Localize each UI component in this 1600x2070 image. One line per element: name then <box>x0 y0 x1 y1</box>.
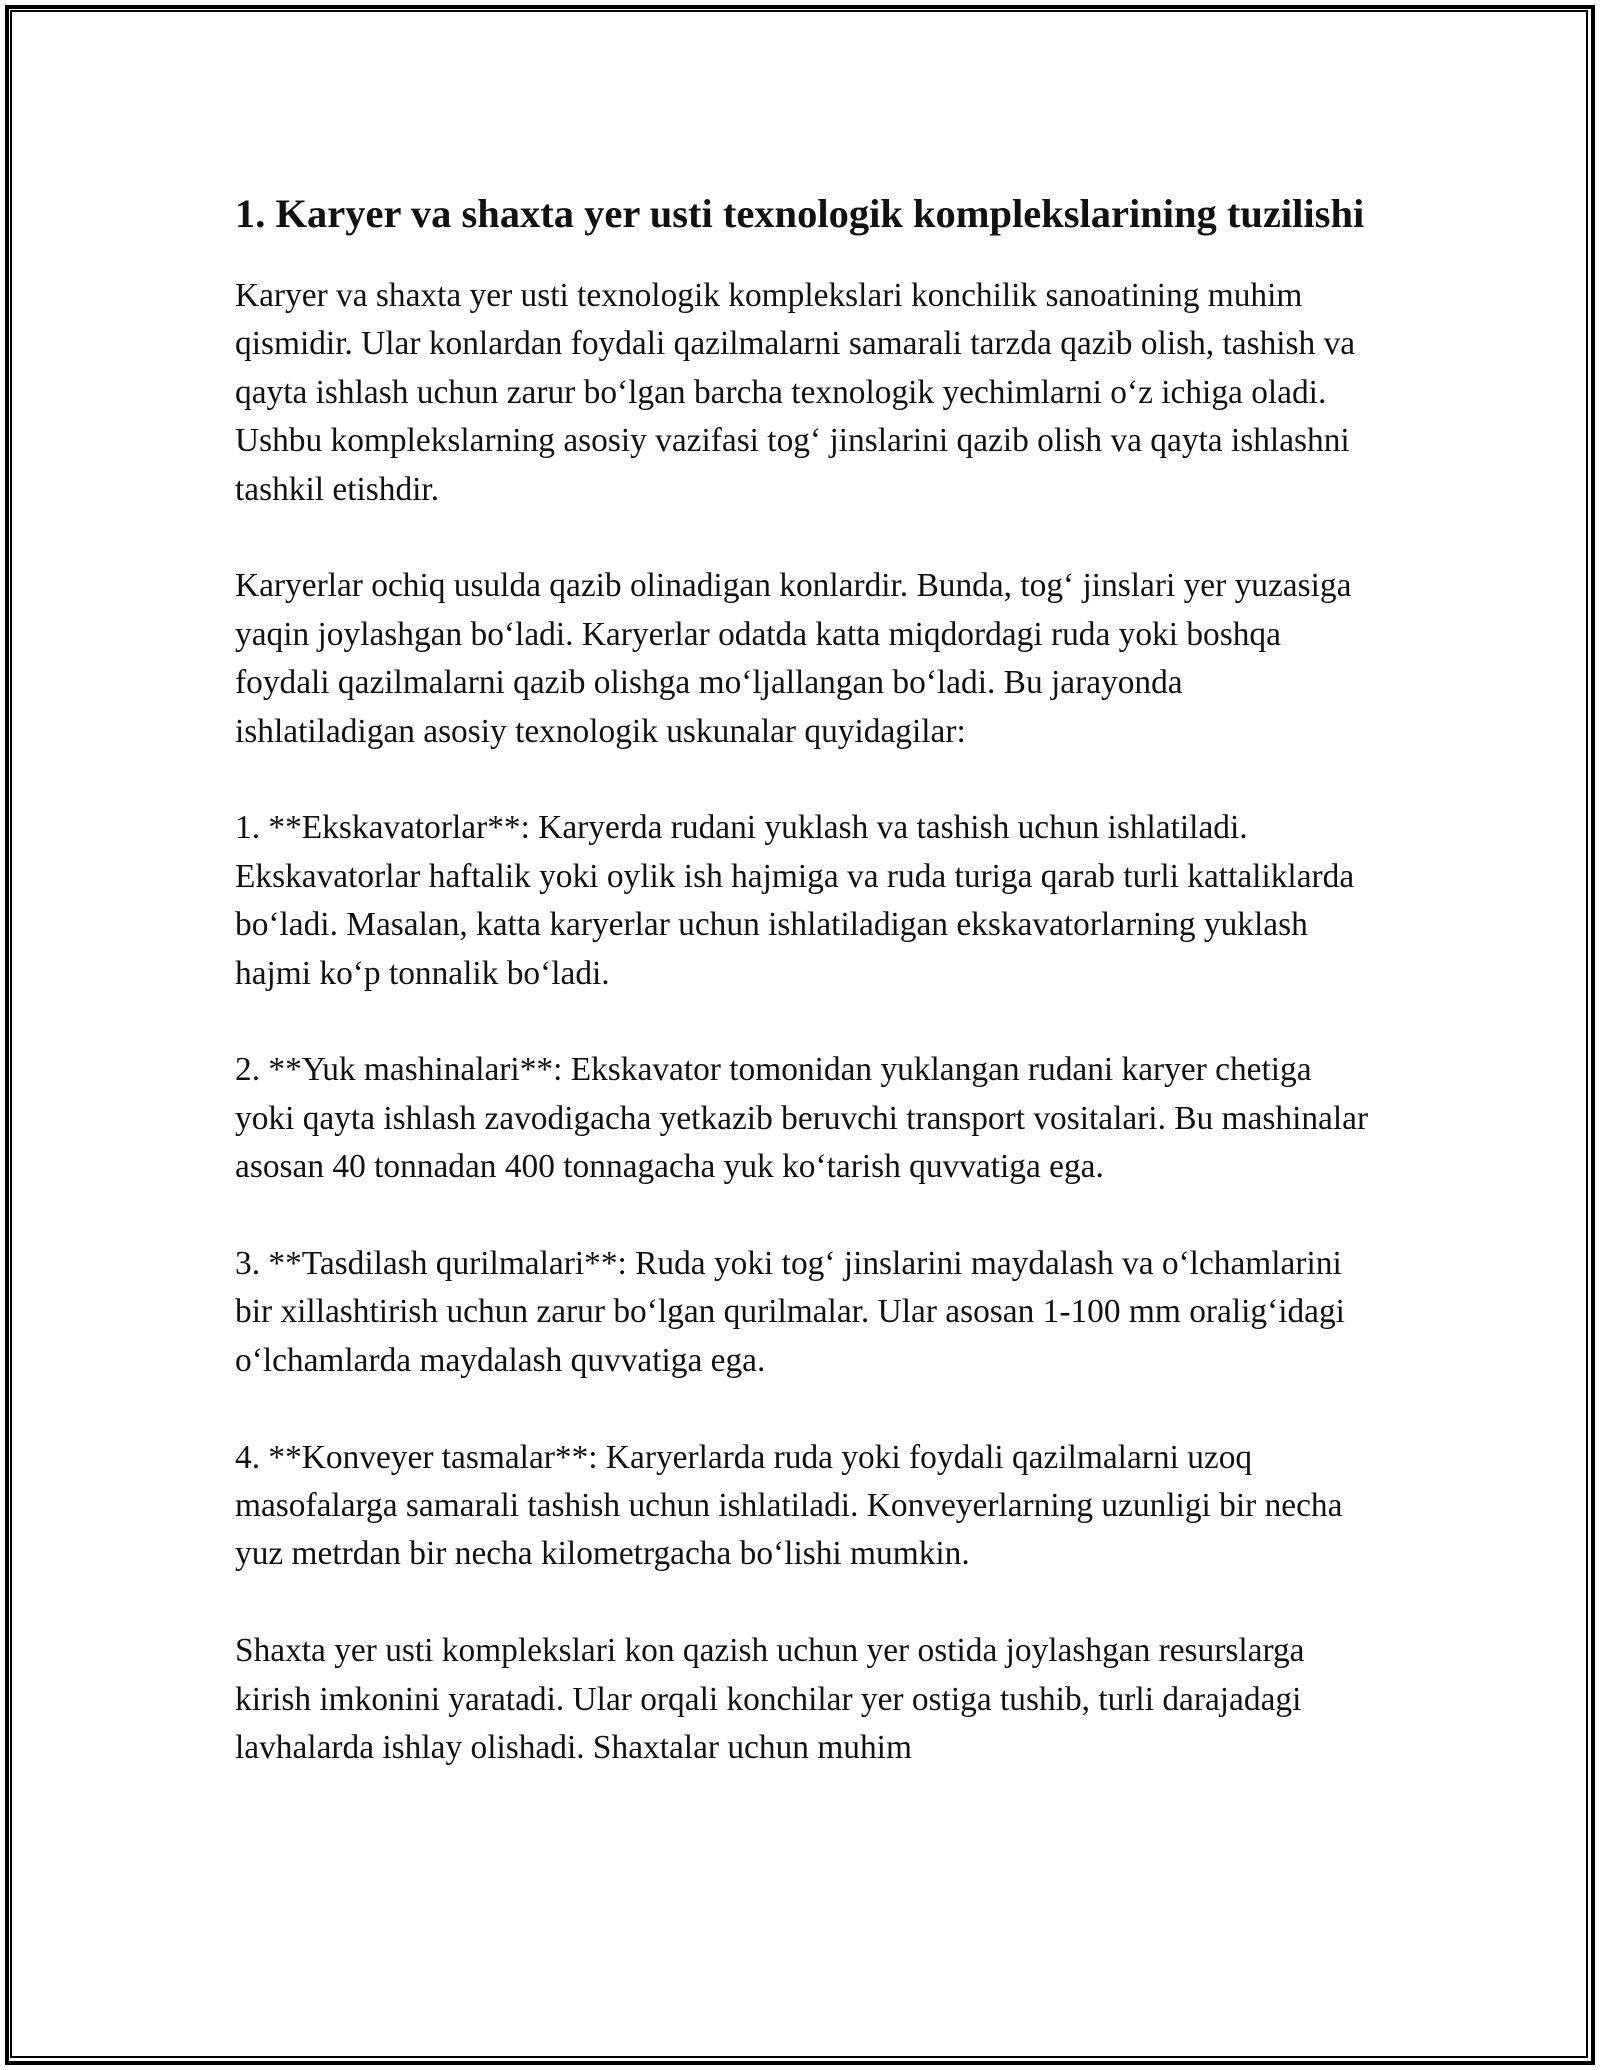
list-item-yuk-mashinalari: 2. **Yuk mashinalari**: Ekskavator tomonidan yuklangan rudani karyer chetiga yoki qayta ishlash zavodigacha yetkazib beruvchi transport vositalari. Bu mashinalar asosan 40 tonnadan 400 tonnagacha yuk koʻtarish quvvatiga ega. <box>235 1051 1369 1186</box>
paragraph-intro: Karyer va shaxta yer usti texnologik komplekslari konchilik sanoatining muhim qismidir. Ular konlardan foydali qazilmalarni samarali tarzda qazib olish, tashish va qayta ishlash uchun zarur boʻlgan barcha texnologik yechimlarni oʻz ichiga oladi. Ushbu komplekslarning asosiy vazifasi togʻ jinslarini qazib olish va qayta ishlashni tashkil etishdir. <box>235 277 1356 508</box>
paragraph-shaxta: Shaxta yer usti komplekslari kon qazish uchun yer ostida joylashgan resurslarga kirish imkonini yaratadi. Ular orqali konchilar yer ostiga tushib, turli darajadagi lavhalarda ishlay olishadi. Shaxtalar uchun muhim <box>235 1632 1305 1767</box>
paragraph-karyerlar: Karyerlar ochiq usulda qazib olinadigan konlardir. Bunda, togʻ jinslari yer yuzasiga yaqin joylashgan boʻladi. Karyerlar odatda katta miqdordagi ruda yoki boshqa foydali qazilmalarni qazib olishga moʻljallangan boʻladi. Bu jarayonda ishlatiladigan asosiy texnologik uskunalar quyidagilar: <box>235 567 1352 750</box>
list-item-tasdilash-qurilmalari: 3. **Tasdilash qurilmalari**: Ruda yoki togʻ jinslarini maydalash va oʻlchamlarini bir xillashtirish uchun zarur boʻlgan qurilmalar. Ular asosan 1-100 mm oraligʻidagi oʻlchamlarda maydalash quvvatiga ega. <box>235 1245 1345 1379</box>
list-item-konveyer-tasmalar: 4. **Konveyer tasmalar**: Karyerlarda ruda yoki foydali qazilmalarni uzoq masofalarga samarali tashish uchun ishlatiladi. Konveyerlarning uzunligi bir necha yuz metrdan bir necha kilometrgacha boʻlishi mumkin. <box>235 1438 1343 1573</box>
document-title: 1. Karyer va shaxta yer usti texnologik komplekslarining tuzilishi <box>235 191 1365 236</box>
document-body <box>235 186 1370 1821</box>
list-item-ekskavatorlar: 1. **Ekskavatorlar**: Karyerda rudani yuklash va tashish uchun ishlatiladi. Ekskavatorlar haftalik yoki oylik ish hajmiga va ruda turiga qarab turli kattaliklarda boʻladi. Masalan, katta karyerlar uchun ishlatiladigan ekskavatorlarning yuklash hajmi koʻp tonnalik boʻladi. <box>235 809 1355 992</box>
